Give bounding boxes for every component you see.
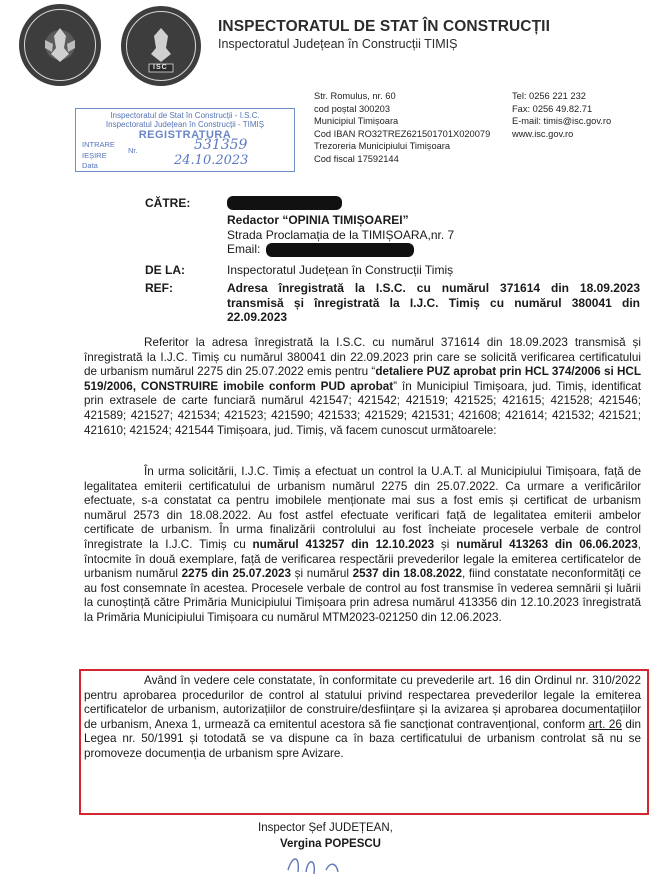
text-run: , întocmite în două exemplare, față de verificarea respectării prevederilor legale la emiterea certificatelor de urbanism numărul	[84, 537, 642, 581]
stamp-intrare-label: INTRARE	[82, 140, 115, 149]
text-run: Referitor la adresa înregistrată la I.S.C. cu numărul 371614 din 18.09.2023 transmisă și înregistrată la I.J.C. Timiș cu numărul 380041 din 22.09.2023 prin care se solicită verificarea certificatului de urbanism numărul 2275 din 25.07.2022 emis pentru “	[84, 336, 641, 379]
contact-block	[512, 90, 611, 140]
contact-email[interactable]: E-mail: timis@isc.gov.ro	[512, 116, 612, 127]
address-iban: Cod IBAN RO32TREZ621501701X020079	[314, 128, 491, 139]
text-run: 2275 din 25.07.2023	[181, 567, 291, 581]
text-run: Având în vedere cele constatate, în conformitate cu prevederile art. 16 din Ordinul nr. 310/2022 pentru aprobarea procedurilor de control al statului privind respectarea prevederilor legale la emiterea certificatelor de urbanism, autorizațiilor de construire/desființare și la avizarea și aprobarea documentațiilor de urbanism, Anexa 1, urmează ca emitentul acestora să fie sancționat contravențional, conform	[84, 674, 641, 731]
stamp-date-handwritten: 24.10.2023	[174, 153, 249, 168]
catre-email-label: Email:	[227, 242, 261, 256]
paragraph-2	[84, 465, 641, 626]
institution-title: INSPECTORATUL DE STAT ÎN CONSTRUCȚII	[218, 18, 550, 35]
handwritten-signature-icon	[282, 848, 352, 878]
dela-label: DE LA:	[145, 263, 185, 277]
address-postal: cod poștal 300203	[314, 103, 390, 114]
redacted-recipient-name	[227, 196, 342, 210]
text-run: art. 26	[588, 717, 622, 731]
stamp-iesire-label: IEȘIRE	[82, 151, 107, 160]
ref-label: REF:	[145, 281, 173, 295]
address-block	[314, 90, 490, 166]
contact-tel: Tel: 0256 221 232	[512, 91, 586, 101]
redacted-email	[266, 243, 414, 257]
signature-name: Vergina POPESCU	[280, 838, 381, 850]
isc-logo-icon	[121, 6, 201, 86]
paragraph-1-text	[84, 336, 641, 438]
text-run: În urma solicitării, I.J.C. Timiș a efectuat un control la U.A.T. al Municipiului Timișoara, față de legalitatea emiterii certificatului de urbanism numărul 2275 din 25.07.2022. Ca urmare a verificărilor efectuate, s-a constatat ca pentru imobilele menționate mai sus a fost emis și certificat de urbanism numărul 2573 din 18.08.2022. Au fost astfel efectuate verificari față de legalitatea emiterii ambelor certificate de urbanism. În urma finalizării controlului au fost încheiate procesele verbale de control înregistrate la I.J.C. Timiș cu	[84, 465, 641, 551]
contact-website[interactable]: www.isc.gov.ro	[512, 128, 574, 139]
address-city: Municipiul Timișoara	[314, 116, 399, 127]
text-run: 2537 din 18.08.2022	[352, 567, 462, 581]
catre-recipient: Redactor “OPINIA TIMIȘOAREI”	[227, 213, 409, 227]
catre-label: CĂTRE:	[145, 196, 191, 210]
text-run: , fiind constatate neconformități ce au fost consemnate în acestea. Procesele verbale de control au fost transmise în vederea semnării și luării la cunoștință către Primăria Municipiului Timișoara prin adresa numărul 413356 din 12.10.2023 înregistrată la Primăria Municipiului Timișoara cu numărul MTM2023-021250 din 12.06.2023.	[84, 567, 642, 624]
paragraph-1	[84, 336, 641, 438]
institution-subtitle: Inspectoratul Județean în Construcții TIMIȘ	[218, 37, 458, 51]
text-run: și	[434, 537, 457, 551]
address-fiscal-code: Cod fiscal 17592144	[314, 153, 399, 164]
stamp-line-1: Inspectoratul de Stat în Construcții - I.S.C.	[110, 111, 260, 120]
ref-text	[227, 281, 640, 325]
stamp-number-handwritten: 531359	[194, 137, 248, 153]
catre-address: Strada Proclamația de la TIMIȘOARA,nr. 7	[227, 228, 455, 242]
dela-value: Inspectoratul Județean în Construcții Timiș	[227, 263, 454, 277]
text-run: și numărul	[290, 567, 353, 581]
stamp-nr-label: Nr.	[128, 146, 138, 155]
ref-line-1: Adresa înregistrată la I.S.C. cu numărul 371614 din 18.09.2023	[227, 281, 640, 295]
paragraph-2-text	[84, 465, 641, 626]
highlight-box	[79, 669, 649, 815]
stamp-data-label: Data	[82, 161, 98, 170]
signature-title: Inspector Șef JUDEȚEAN,	[258, 822, 393, 834]
ref-line-3: 22.09.2023	[227, 310, 288, 324]
text-run: ” în Municipiul Timișoara, jud. Timiș, identificat prin extrasele de carte funciară numărul 421547; 421542; 421519; 421525; 421615; 421528; 421546; 421589; 421527; 421534; 421523; 421590; 421533; 421529; 421531; 421608; 421614; 421532; 421521; 421610; 421524; 421544 Timișoara, jud. Timiș, vă facem cunoscut următoarele:	[84, 379, 641, 437]
text-run: numărul 413257 din 12.10.2023	[252, 537, 435, 551]
contact-fax: Fax: 0256 49.82.71	[512, 103, 593, 114]
guvernul-romaniei-seal-icon	[19, 4, 101, 86]
text-run: din Legea nr. 50/1991 și totodată se va dispune ca în baza certificatului de urbanism controlat să nu se promoveze documenția de urbanism spre Avizare.	[84, 717, 641, 760]
address-street: Str. Romulus, nr. 60	[314, 91, 396, 101]
text-run: numărul 413263 din 06.06.2023	[456, 537, 638, 551]
ref-line-2: transmisă și înregistrată la I.J.C. Timiș cu numărul 380041 din	[227, 295, 640, 310]
isc-logo-label: ISC	[153, 64, 168, 71]
text-run: detaliere PUZ aprobat prin HCL 374/2006 si HCL 519/2006, CONSTRUIRE imobile conform PUD aprobat	[84, 365, 641, 393]
registry-stamp	[75, 108, 295, 172]
stamp-title: REGISTRATURA	[138, 129, 232, 141]
address-treasury: Trezoreria Municipiului Timișoara	[314, 141, 451, 152]
stamp-line-2: Inspectoratul Județean în Construcții - TIMIȘ	[105, 120, 265, 129]
